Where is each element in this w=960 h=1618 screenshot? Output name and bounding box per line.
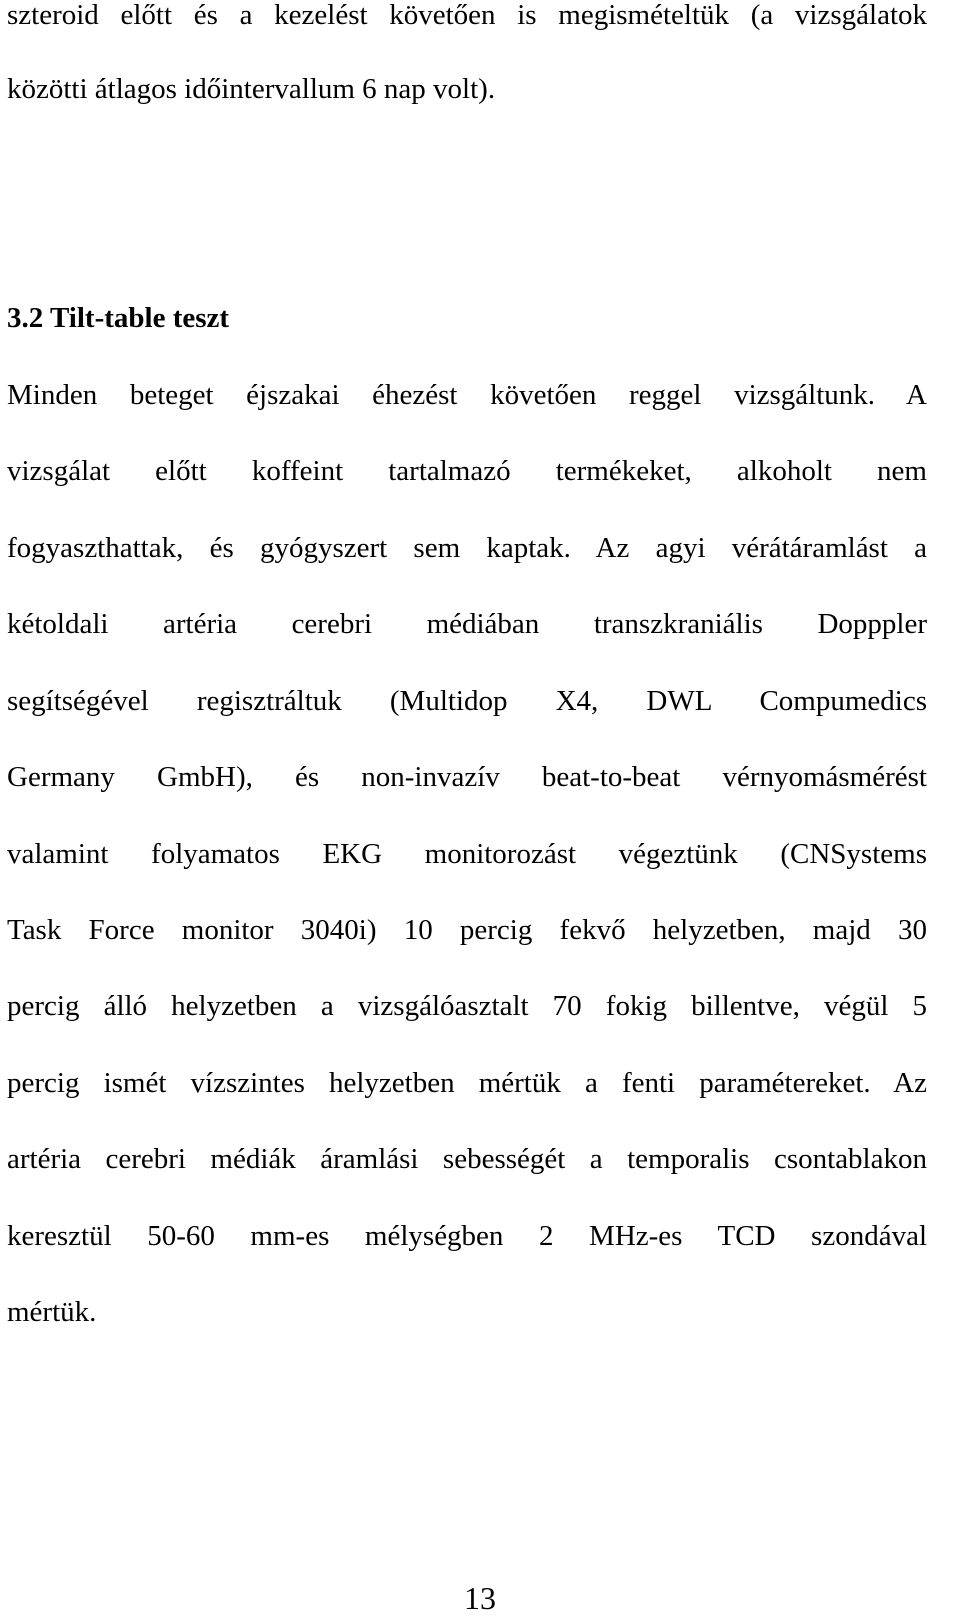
intro-line-2: közötti átlagos időintervallum 6 nap volt). [7,73,496,105]
body-line-10: percig ismét vízszintes helyzetben mértük a fenti paramétereket. Az [7,1067,927,1099]
body-line-6: Germany GmbH), és non-invazív beat-to-beat vérnyomásmérést [7,761,927,793]
body-line-9: percig álló helyzetben a vizsgálóasztalt 70 fokig billentve, végül 5 [7,990,927,1022]
body-line-12: keresztül 50-60 mm-es mélységben 2 MHz-es TCD szondával [7,1220,927,1252]
body-line-5: segítségével regisztráltuk (Multidop X4, DWL Compumedics [7,685,927,717]
intro-line-1: szteroid előtt és a kezelést követően is megismételtük (a vizsgálatok [7,0,927,31]
body-line-11: artéria cerebri médiák áramlási sebességét a temporalis csontablakon [7,1143,927,1175]
page-number: 13 [464,1580,496,1616]
body-line-4: kétoldali artéria cerebri médiában transzkraniális Dopppler [7,608,927,640]
section-heading: 3.2 Tilt-table teszt [7,302,230,334]
body-line-2: vizsgálat előtt koffeint tartalmazó termékeket, alkoholt nem [7,455,927,487]
body-line-13: mértük. [7,1296,97,1328]
body-line-1: Minden beteget éjszakai éhezést követően reggel vizsgáltunk. A [7,379,927,411]
body-line-8: Task Force monitor 3040i) 10 percig fekvő helyzetben, majd 30 [7,914,927,946]
body-line-7: valamint folyamatos EKG monitorozást végeztünk (CNSystems [7,838,927,870]
body-line-3: fogyaszthattak, és gyógyszert sem kaptak. Az agyi vérátáramlást a [7,532,927,564]
